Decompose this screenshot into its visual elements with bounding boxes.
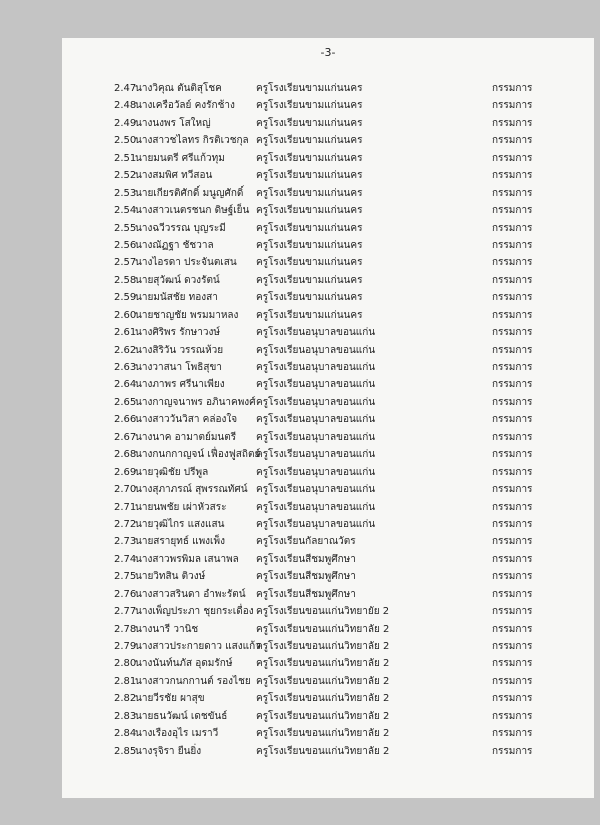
list-item <box>62 167 594 184</box>
member-role: กรรมการ <box>492 135 533 147</box>
member-position: ครูโรงเรียนขามแก่นนคร <box>256 83 363 94</box>
member-role: กรรมการ <box>492 641 533 652</box>
member-position: ครูโรงเรียนขอนแก่นวิทยาลัย 2 <box>256 710 390 722</box>
member-name: นางศิริพร รักษาวงษ์ <box>135 327 220 339</box>
member-position: ครูโรงเรียนอนุบาลขอนแก่น <box>256 466 376 478</box>
item-number: 2.57 <box>114 257 137 269</box>
member-position: ครูโรงเรียนขามแก่นนคร <box>256 135 363 147</box>
member-role: กรรมการ <box>492 675 533 687</box>
member-name: นางณัฏฐา ชัชวาล <box>135 239 214 251</box>
member-name: นางสาววันวิสา คล่องใจ <box>135 414 238 426</box>
item-number: 2.48 <box>114 100 137 112</box>
member-position: ครูโรงเรียนอนุบาลขอนแก่น <box>256 414 376 426</box>
member-name: นางสาวชไลทร กิรติเวชกุล <box>135 135 249 147</box>
member-role: กรรมการ <box>492 518 533 530</box>
item-number: 2.71 <box>114 501 137 513</box>
member-name: นายเกียรติศักดิ์ มนูญศักดิ์ <box>135 187 244 199</box>
member-role: กรรมการ <box>492 449 533 461</box>
list-item <box>62 568 594 585</box>
member-position: ครูโรงเรียนสีชมพูศึกษา <box>256 588 356 600</box>
member-name: นายสุวัฒน์ ดวงรัตน์ <box>135 274 220 286</box>
member-name: นางกนกกาญจน์ เฟื่องฟูสถิตย์ <box>135 449 261 461</box>
member-name: นางฉวีวรรณ บุญระมี <box>135 222 226 234</box>
member-position: ครูโรงเรียนขามแก่นนคร <box>256 170 363 182</box>
member-role: กรรมการ <box>492 466 533 478</box>
member-position: ครูโรงเรียนอนุบาลขอนแก่น <box>256 362 376 373</box>
member-position: ครูโรงเรียนขอนแก่นวิทยาลัย 2 <box>256 623 390 635</box>
member-role: กรรมการ <box>492 362 533 373</box>
list-item <box>62 411 594 428</box>
member-role: กรรมการ <box>492 100 533 112</box>
item-number: 2.84 <box>114 728 137 740</box>
member-name: นางไอรดา ประจันตเสน <box>135 257 237 269</box>
member-role: กรรมการ <box>492 187 533 199</box>
item-number: 2.47 <box>114 83 137 94</box>
list-item <box>62 516 594 533</box>
member-name: นางเรืองอุไร เมราวี <box>135 728 219 740</box>
member-name: นายมนตรี ศรีแก้วทุม <box>135 152 225 164</box>
member-position: ครูโรงเรียนอนุบาลขอนแก่น <box>256 431 376 443</box>
member-name: นายธนวัฒน์ เดชขันธ์ <box>135 710 228 722</box>
member-name: นายสรายุทธ์ แพงเพ็ง <box>135 536 225 548</box>
list-item <box>62 80 594 97</box>
member-position: ครูโรงเรียนอนุบาลขอนแก่น <box>256 518 376 530</box>
member-role: กรรมการ <box>492 344 533 356</box>
list-item <box>62 202 594 219</box>
item-number: 2.80 <box>114 658 137 670</box>
item-number: 2.54 <box>114 205 137 217</box>
list-item <box>62 359 594 376</box>
item-number: 2.59 <box>114 292 137 304</box>
member-name: นางเพ็ญประภา ชุยกระเดื่อง <box>135 606 254 618</box>
member-role: กรรมการ <box>492 257 533 269</box>
member-position: ครูโรงเรียนขอนแก่นวิทยาลัย 2 <box>256 693 390 705</box>
document-page <box>62 38 594 798</box>
member-role: กรรมการ <box>492 658 533 670</box>
member-position: ครูโรงเรียนสีชมพูศึกษา <box>256 553 356 565</box>
member-name: นางสาวประกายดาว แสงแก้ว <box>135 641 261 652</box>
item-number: 2.67 <box>114 431 137 443</box>
member-position: ครูโรงเรียนอนุบาลขอนแก่น <box>256 379 376 391</box>
member-position: ครูโรงเรียนอนุบาลขอนแก่น <box>256 344 376 356</box>
member-position: ครูโรงเรียนขามแก่นนคร <box>256 117 363 129</box>
item-number: 2.72 <box>114 518 137 530</box>
member-role: กรรมการ <box>492 501 533 513</box>
list-item <box>62 638 594 655</box>
member-role: กรรมการ <box>492 536 533 548</box>
page-number: -3- <box>320 46 336 59</box>
member-role: กรรมการ <box>492 606 533 618</box>
list-item <box>62 132 594 149</box>
member-name: นางสิริวัน วรรณห้วย <box>135 344 224 356</box>
item-number: 2.62 <box>114 344 137 356</box>
item-number: 2.76 <box>114 588 137 600</box>
member-role: กรรมการ <box>492 379 533 391</box>
member-name: นางสาวพรพิมล เสนาพล <box>135 553 239 565</box>
member-position: ครูโรงเรียนขอนแก่นวิทยาลัย 2 <box>256 728 390 740</box>
member-position: ครูโรงเรียนขอนแก่นวิทยาลัย 2 <box>256 641 390 652</box>
item-number: 2.51 <box>114 152 137 164</box>
member-name: นางนันท์นภัส อุดมรักษ์ <box>135 658 233 670</box>
list-item <box>62 220 594 237</box>
member-role: กรรมการ <box>492 431 533 443</box>
committee-list <box>62 80 594 760</box>
member-name: นางนาค อามาตย์มนตรี <box>135 431 237 443</box>
member-role: กรรมการ <box>492 309 533 321</box>
member-role: กรรมการ <box>492 292 533 304</box>
member-position: ครูโรงเรียนอนุบาลขอนแก่น <box>256 327 376 339</box>
list-item <box>62 429 594 446</box>
member-name: นางวาสนา โพธิสุขา <box>135 362 222 373</box>
item-number: 2.61 <box>114 327 137 339</box>
list-item <box>62 97 594 114</box>
member-position: ครูโรงเรียนขามแก่นนคร <box>256 257 363 269</box>
member-position: ครูโรงเรียนขามแก่นนคร <box>256 100 363 112</box>
item-number: 2.55 <box>114 222 137 234</box>
member-name: นายวุฒิชัย ปรีพูล <box>135 466 209 478</box>
item-number: 2.85 <box>114 745 137 757</box>
member-name: นางนงพร โสใหญ่ <box>135 117 211 129</box>
list-item <box>62 376 594 393</box>
list-item <box>62 481 594 498</box>
item-number: 2.50 <box>114 135 137 147</box>
member-role: กรรมการ <box>492 205 533 217</box>
member-role: กรรมการ <box>492 571 533 583</box>
item-number: 2.77 <box>114 606 137 618</box>
item-number: 2.65 <box>114 396 137 408</box>
item-number: 2.49 <box>114 117 137 129</box>
member-role: กรรมการ <box>492 623 533 635</box>
item-number: 2.78 <box>114 623 137 635</box>
item-number: 2.83 <box>114 710 137 722</box>
item-number: 2.69 <box>114 466 137 478</box>
member-role: กรรมการ <box>492 693 533 705</box>
list-item <box>62 307 594 324</box>
member-position: ครูโรงเรียนอนุบาลขอนแก่น <box>256 484 376 496</box>
member-role: กรรมการ <box>492 745 533 757</box>
item-number: 2.81 <box>114 675 137 687</box>
list-item <box>62 150 594 167</box>
list-item <box>62 272 594 289</box>
member-role: กรรมการ <box>492 117 533 129</box>
list-item <box>62 743 594 760</box>
member-name: นายวุฒิไกร แสงแสน <box>135 518 225 530</box>
member-position: ครูโรงเรียนขามแก่นนคร <box>256 222 363 234</box>
item-number: 2.74 <box>114 553 137 565</box>
member-name: นายชาญชัย พรมมาหลง <box>135 309 239 321</box>
member-role: กรรมการ <box>492 728 533 740</box>
member-role: กรรมการ <box>492 222 533 234</box>
member-name: นายวีรชัย ผาสุข <box>135 693 205 705</box>
member-position: ครูโรงเรียนขอนแก่นวิทยาลัย 2 <box>256 745 390 757</box>
list-item <box>62 289 594 306</box>
member-role: กรรมการ <box>492 484 533 496</box>
member-role: กรรมการ <box>492 414 533 426</box>
list-item <box>62 621 594 638</box>
list-item <box>62 586 594 603</box>
member-name: นางสุภาภรณ์ สุพรรณทัศน์ <box>135 484 248 496</box>
list-item <box>62 394 594 411</box>
item-number: 2.82 <box>114 693 137 705</box>
list-item <box>62 603 594 620</box>
member-role: กรรมการ <box>492 170 533 182</box>
item-number: 2.52 <box>114 170 137 182</box>
member-position: ครูโรงเรียนอนุบาลขอนแก่น <box>256 449 376 461</box>
list-item <box>62 254 594 271</box>
member-role: กรรมการ <box>492 274 533 286</box>
member-role: กรรมการ <box>492 396 533 408</box>
item-number: 2.56 <box>114 239 137 251</box>
member-position: ครูโรงเรียนกัลยาณวัตร <box>256 536 356 548</box>
member-position: ครูโรงเรียนขามแก่นนคร <box>256 309 363 321</box>
item-number: 2.79 <box>114 641 137 652</box>
list-item <box>62 499 594 516</box>
member-position: ครูโรงเรียนขามแก่นนคร <box>256 239 363 251</box>
list-item <box>62 690 594 707</box>
member-role: กรรมการ <box>492 553 533 565</box>
member-role: กรรมการ <box>492 710 533 722</box>
member-name: นายวิทสิน ติวงษ์ <box>135 571 206 583</box>
item-number: 2.68 <box>114 449 137 461</box>
member-position: ครูโรงเรียนขามแก่นนคร <box>256 187 363 199</box>
item-number: 2.73 <box>114 536 137 548</box>
list-item <box>62 533 594 550</box>
member-position: ครูโรงเรียนขอนแก่นวิทยายัย 2 <box>256 606 390 618</box>
item-number: 2.53 <box>114 187 137 199</box>
list-item <box>62 708 594 725</box>
member-role: กรรมการ <box>492 152 533 164</box>
member-name: นางรุจิรา ยืนยิ่ง <box>135 745 202 757</box>
member-name: นายนพชัย เผ่าหัวสระ <box>135 501 227 513</box>
member-position: ครูโรงเรียนสีชมพูศึกษา <box>256 571 356 583</box>
member-position: ครูโรงเรียนขามแก่นนคร <box>256 152 363 164</box>
list-item <box>62 185 594 202</box>
member-position: ครูโรงเรียนขอนแก่นวิทยาลัย 2 <box>256 658 390 670</box>
member-name: นายมนัสชัย ทองสา <box>135 292 218 304</box>
list-item <box>62 446 594 463</box>
item-number: 2.75 <box>114 571 137 583</box>
member-name: นางนารี วานิช <box>135 623 199 635</box>
list-item <box>62 464 594 481</box>
member-role: กรรมการ <box>492 588 533 600</box>
member-name: นางสมพิศ ทวีสอน <box>135 170 213 182</box>
list-item <box>62 551 594 568</box>
list-item <box>62 237 594 254</box>
list-item <box>62 115 594 132</box>
member-name: นางภาพร ศรีนาเพียง <box>135 379 225 391</box>
member-role: กรรมการ <box>492 83 533 94</box>
member-name: นางกาญจนาพร อภินาคพงศ์ <box>135 396 256 408</box>
member-position: ครูโรงเรียนอนุบาลขอนแก่น <box>256 396 376 408</box>
member-name: นางสาวสรินดา อำพะรัตน์ <box>135 588 246 600</box>
member-role: กรรมการ <box>492 327 533 339</box>
member-position: ครูโรงเรียนอนุบาลขอนแก่น <box>256 501 376 513</box>
member-position: ครูโรงเรียนขามแก่นนคร <box>256 274 363 286</box>
item-number: 2.60 <box>114 309 137 321</box>
member-name: นางสาวเนตรชนก ดิษฐ์เย็น <box>135 205 250 217</box>
list-item <box>62 673 594 690</box>
list-item <box>62 725 594 742</box>
member-position: ครูโรงเรียนขอนแก่นวิทยาลัย 2 <box>256 675 390 687</box>
item-number: 2.66 <box>114 414 137 426</box>
list-item <box>62 324 594 341</box>
member-name: นางสาวกนกกานต์ รองไชย <box>135 675 251 687</box>
item-number: 2.70 <box>114 484 137 496</box>
member-position: ครูโรงเรียนขามแก่นนคร <box>256 205 363 217</box>
item-number: 2.58 <box>114 274 137 286</box>
list-item <box>62 655 594 672</box>
item-number: 2.63 <box>114 362 137 373</box>
list-item <box>62 342 594 359</box>
member-role: กรรมการ <box>492 239 533 251</box>
member-name: นางวิคุณ ตันติสุโชค <box>135 83 222 94</box>
item-number: 2.64 <box>114 379 137 391</box>
member-name: นางเครือวัลย์ คงรักช้าง <box>135 100 235 112</box>
member-position: ครูโรงเรียนขามแก่นนคร <box>256 292 363 304</box>
